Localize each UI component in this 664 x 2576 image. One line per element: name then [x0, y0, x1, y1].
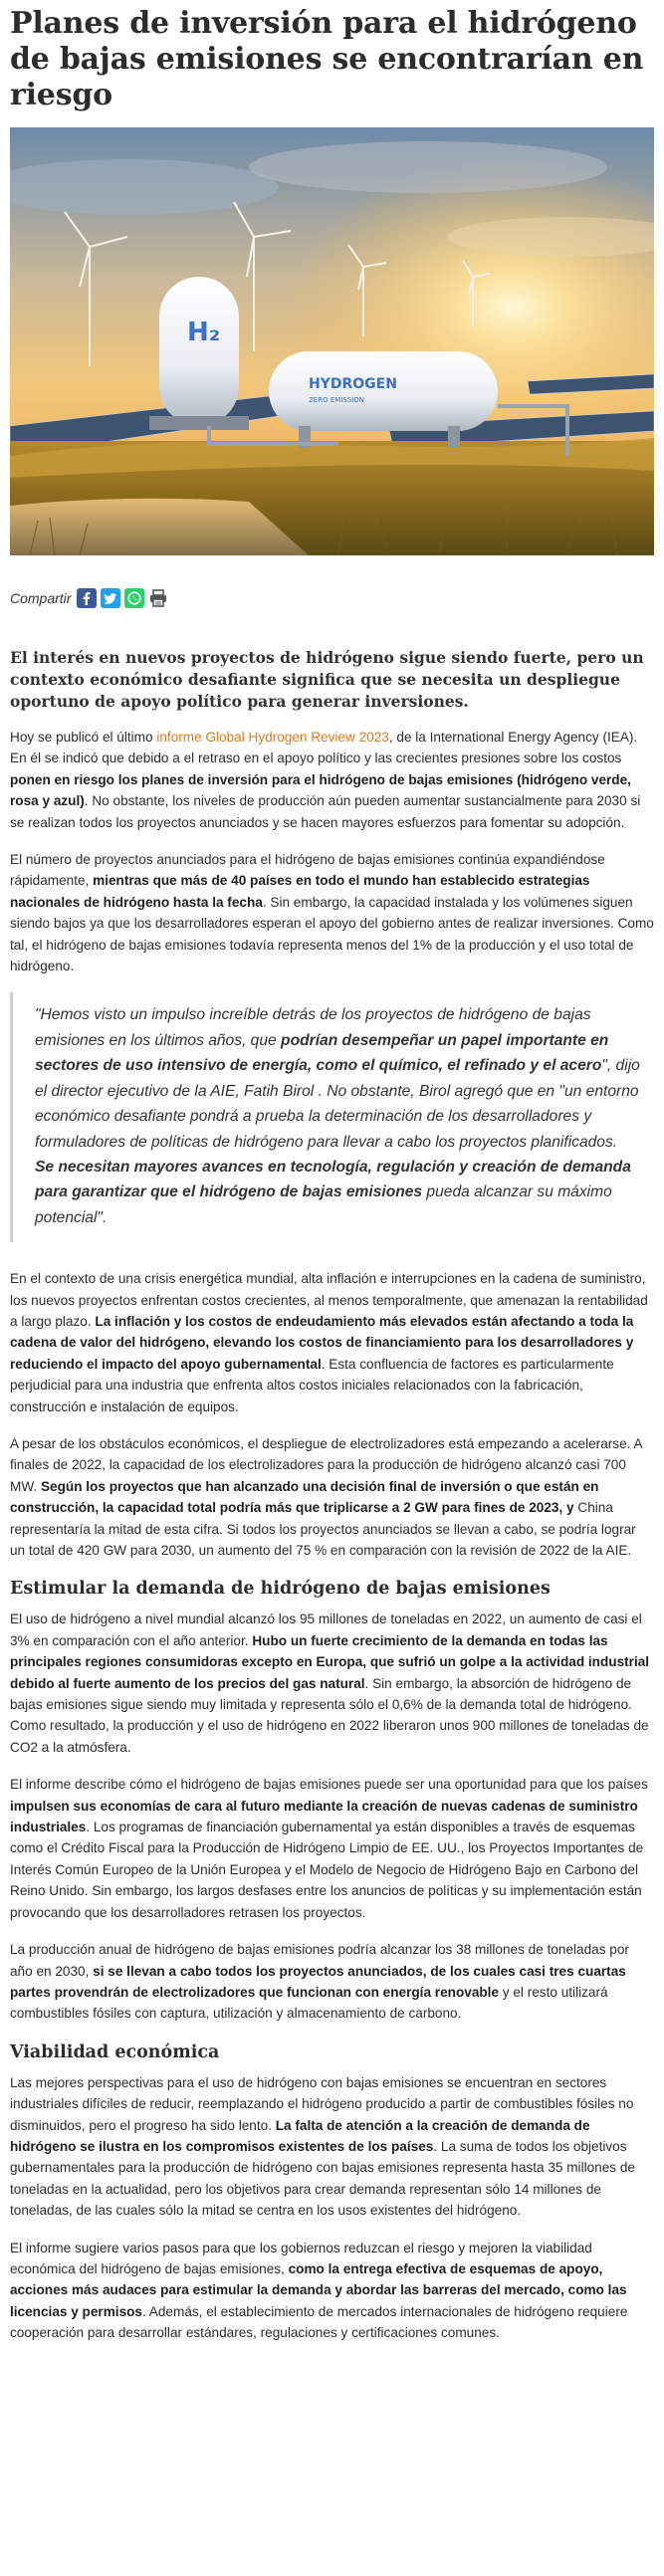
text-run: . [612, 1133, 618, 1151]
paragraph-4 [10, 1433, 654, 1561]
text-run: El informe describe cómo el hidrógeno de bajas emisiones puede ser una oportunidad para que los países [10, 1777, 648, 1793]
paragraph-5 [10, 1609, 654, 1758]
text-run: El uso de hidrógeno a nivel mundial alcanzó los 95 millones de toneladas en 2022, un aumento de casi el 3% en comparación con el año anterior. [10, 1611, 642, 1648]
tank-label-zero-emission: ZERO EMISSION [309, 396, 365, 404]
bold-run: podrían desempeñar un papel importante en sectores de uso intensivo de energía, como el químico, el refinado y el acero [35, 1031, 609, 1075]
text-run: pueda alcanzar su máximo potencial". [35, 1183, 612, 1226]
tank-label-h2: H₂ [187, 318, 221, 347]
text-run: Las mejores perspectivas para el uso de hidrógeno con bajas emisiones se encuentran en sectores industriales difíciles de reducir, reemplazando el hidrógeno producido a partir de combustibles fósiles no disminuidos, pero el progreso ha sido lento. [10, 2074, 634, 2133]
pull-quote [10, 992, 654, 1242]
paragraph-7 [10, 1939, 654, 2025]
facebook-icon[interactable] [77, 588, 97, 608]
text-run: . No obstante, los niveles de producción aún pueden aumentar sustancialmente para 2030 si se realizan todos los proyectos anunciados y se hacen mayores esfuerzos para fomentar su adopción. [10, 793, 641, 830]
text-run: . Sin embargo, la absorción de hidrógeno de bajas emisiones sigue siendo muy limitada y representa sólo el 0,6% de la demanda total de hidrógeno. Como resultado, la producción y el uso de hidrógeno en 2022 liberaron unos 900 millones de toneladas de CO2 a la atmósfera. [10, 1675, 649, 1755]
paragraph-9 [10, 2238, 654, 2344]
share-label: Compartir [10, 590, 72, 606]
article-title: Planes de inversión para el hidrógeno de bajas emisiones se encontrarían en riesgo [10, 6, 644, 112]
text-run: Hoy se publicó el último [10, 730, 157, 745]
report-link[interactable]: informe Global Hydrogen Review 2023 [156, 730, 389, 745]
bold-run: si se llevan a cabo todos los proyectos anunciados, de los cuales casi tres cuartas partes provendrán de electrolizadores que funcionan con energía renovable [10, 1963, 626, 2000]
text-run: "Hemos visto un impulso increíble detrás de los proyectos de hidrógeno de bajas emisiones en los últimos años, que [35, 1006, 591, 1049]
print-icon[interactable] [148, 588, 168, 608]
section-heading-demand: Estimular la demanda de hidrógeno de bajas emisiones [10, 1579, 551, 1600]
text-run: En el contexto de una crisis energética mundial, alta inflación e interrupciones en la cadena de suministro, los nuevos proyectos enfrentan costos crecientes, al menos temporalmente, que amenazan la rentabilidad a largo plazo. [10, 1271, 648, 1329]
text-run: El informe sugiere varios pasos para que los gobiernos reduzcan el riesgo y mejoren la viabilidad económica del hidrógeno de bajas emisiones, [10, 2240, 592, 2276]
paragraph-6 [10, 1774, 654, 1923]
bold-run: ponen en riesgo los planes de inversión para el hidrógeno de bajas emisiones (hidrógeno verde, rosa y azul) [10, 771, 631, 809]
text-run: , de la International Energy Agency (IEA). En él se indicó que debido a el retraso en el apoyo político y las crecientes presiones sobre los costos [10, 730, 638, 766]
bold-run: La falta de atención a la creación de demanda de hidrógeno se ilustra en los compromisos existentes de los países [10, 2117, 590, 2154]
whatsapp-icon[interactable] [124, 588, 144, 608]
text-run: . Los programas de financiación gubernamental ya están disponibles a través de esquemas como el Crédito Fiscal para la Producción de Hidrógeno Limpio de EE. UU., los Proyectos Importantes de Interés Común Europeo de la Unión Europea y el Modelo de Negocio de Hidrógeno Bajo en Carbono del Reino Unido. Sin embargo, los largos desfases entre los anuncios de políticas y su implementación están provocando que los desarrolladores retrasen los proyectos. [10, 1820, 644, 1920]
text-run: . Además, el establecimiento de mercados internacionales de hidrógeno requiere cooperación para desarrollar estándares, regulaciones y certificaciones comunes. [10, 2303, 628, 2341]
text-run: China representaría la mitad de esta cifra. Si todos los proyectos anunciados se llevan a cabo, se podría lograr un total de 420 GW para 2030, un aumento del 75 % en comparación con la revisión de 2022 de la AIE. [10, 1500, 636, 1558]
bold-run: como la entrega efectiva de esquemas de apoyo, acciones más audaces para estimular la demanda y abordar las barreras del mercado, como las licencias y permisos [10, 2260, 627, 2319]
text-run: El número de proyectos anunciados para el hidrógeno de bajas emisiones continúa expandiéndose rápidamente, [10, 852, 605, 889]
share-bar [10, 585, 654, 611]
paragraph-8 [10, 2072, 654, 2222]
paragraph-2 [10, 849, 654, 976]
bold-run: La inflación y los costos de endeudamiento más elevados están afectando a toda la cadena de valor del hidrógeno, elevando los costos de financiamiento para los desarrolladores y reduciendo el impacto del apoyo gubernamental [10, 1313, 634, 1372]
hero-image [10, 127, 654, 555]
text-run: . Esta confluencia de factores es particularmente perjudicial para una industria que enfrenta altos costos iniciales relacionados con la fabricación, construcción e instalación de equipos. [10, 1356, 614, 1414]
paragraph-1 [10, 727, 654, 833]
bold-run: impulsen sus economías de cara al futuro mediante la creación de nuevas cadenas de suministro industriales [10, 1798, 638, 1835]
text-run: . La suma de todos los objetivos gubernamentales para la producción de hidrógeno con bajas emisiones representa hasta 35 millones de toneladas en la actualidad, pero los objetivos para crear demanda representan sólo 14 millones de toneladas, de las cuales sólo la mitad se centra en los usos existentes del hidrógeno. [10, 2138, 635, 2219]
twitter-icon[interactable] [101, 588, 120, 608]
paragraph-3 [10, 1268, 654, 1417]
text-run: A pesar de los obstáculos económicos, el despliegue de electrolizadores está empezando a acelerarse. A finales de 2022, la capacidad de los electrolizadores para la producción de hidrógeno alcanzó casi 700 MW. [10, 1435, 642, 1494]
text-run: ", dijo el director ejecutivo de la AIE, Fatih Birol . No obstante, Birol agregó que en "un entorno económico desafiante pondrá a prueba la determinación de los desarrolladores y formuladores de políticas de hidrógeno para llevar a cabo los proyectos planificados [35, 1057, 640, 1151]
bold-run: Según los proyectos que han alcanzado una decisión final de inversión o que están en construcción, la capacidad total podría más que triplicarse a 2 GW para fines de 2023, y [10, 1478, 599, 1516]
bold-run: Se necesitan mayores avances en tecnología, regulación y creación de demanda para garantizar que el hidrógeno de bajas emisiones [35, 1158, 631, 1201]
text-run: . Sin embargo, la capacidad instalada y los volúmenes siguen siendo bajos ya que los desarrolladores esperan el apoyo del gobierno antes de realizar inversiones. Como tal, el hidrógeno de bajas emisiones todavía representa menos del 1% de la producción y el uso total de hidrógeno. [10, 894, 654, 974]
bold-run: Hubo un fuerte crecimiento de la demanda en todas las principales regiones consumidoras excepto en Europa, que sufrió un golpe a la actividad industrial debido al fuerte aumento de los precios del gas natural [10, 1632, 650, 1691]
article-lead: El interés en nuevos proyectos de hidrógeno sigue siendo fuerte, pero un contexto económico desafiante significa que se necesita un despliegue oportuno de apoyo político para generar inversiones. [10, 648, 644, 711]
tank-label-hydrogen: HYDROGEN [309, 376, 397, 392]
text-run: y el resto utilizará combustibles fósiles con captura, utilización y almacenamiento de carbono. [10, 1984, 608, 2022]
bold-run: mientras que más de 40 países en todo el mundo han establecido estrategias nacionales de hidrógeno hasta la fecha [10, 873, 590, 910]
text-run: La producción anual de hidrógeno de bajas emisiones podría alcanzar los 38 millones de toneladas por año en 2030, [10, 1942, 629, 1979]
section-heading-viability: Viabilidad económica [10, 2041, 220, 2062]
